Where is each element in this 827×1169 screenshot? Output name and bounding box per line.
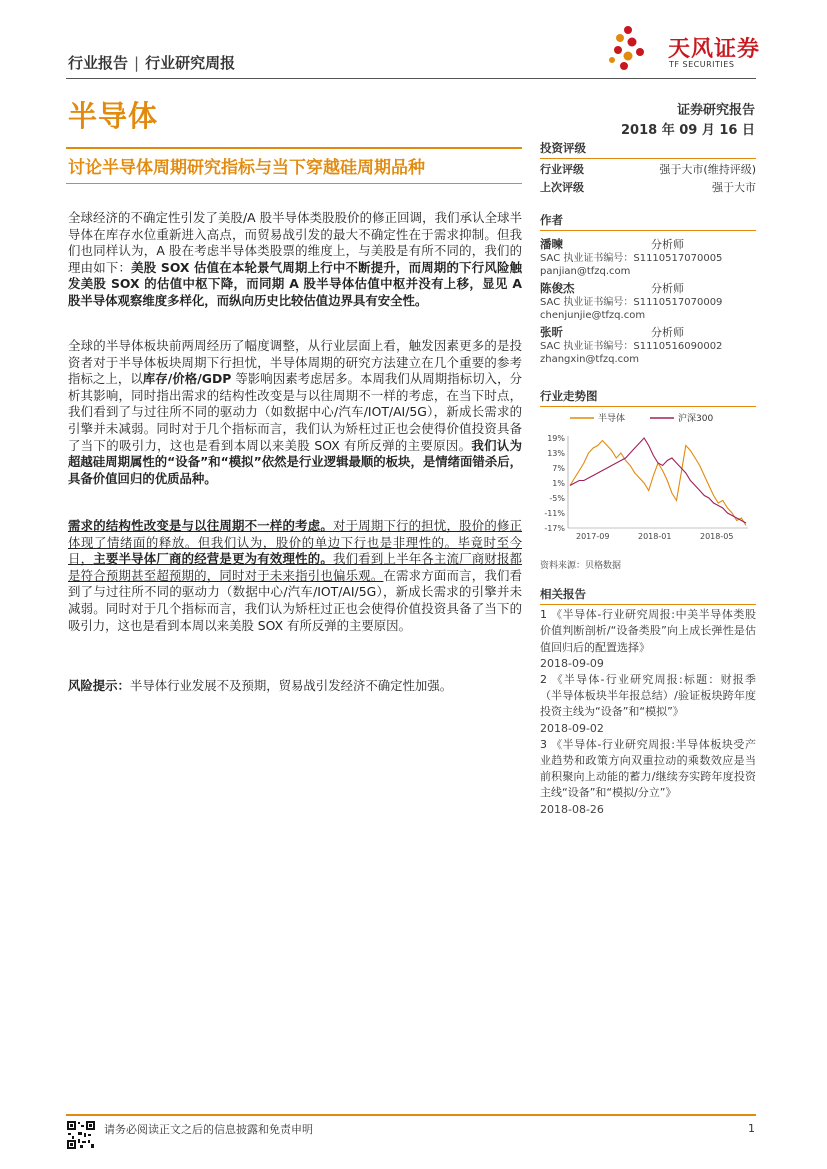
authors-heading: 作者 [540, 212, 756, 231]
risk-label: 风险提示： [68, 678, 130, 693]
title-rule-bottom [66, 183, 522, 184]
y-tick-label: -11% [544, 509, 565, 518]
header-rule [66, 78, 756, 79]
logo-dot-5 [624, 52, 633, 61]
report-title: 讨论半导体周期研究指标与当下穿越硅周期品种 [68, 158, 425, 178]
rating-value: 强于大市(维持评级) [659, 163, 756, 176]
rating-row [540, 179, 756, 197]
y-tick-label: -5% [549, 494, 565, 503]
authors-panel [540, 212, 756, 366]
author-role: 分析师 [651, 282, 684, 295]
related-title[interactable]: 3 《半导体-行业研究周报:半导体板块受产业趋势和政策方向双重拉动的乘数效应是当前积聚向上动能的蓄力/继续夯实跨年度投资主线“设备”和“模拟/分立”》 [540, 737, 756, 800]
paragraph-2 [68, 338, 522, 487]
category-separator: | [134, 54, 140, 72]
author-block [540, 237, 756, 278]
p1-text: 全球经济的不确定性引发了美股/A 股半导体类股股价的修正回调，我们承认全球半导体在库存水位重新进入高点，而贸易战引发的最大不确定性在于需求抑制。但我们也同样认为，A 股在考虑半导体类股票的维度上，与美股是有所不同的，我们的理由如下： [68, 210, 522, 275]
report-type: 证券研究报告 [676, 103, 755, 118]
logo-dot-2 [616, 34, 624, 42]
author-block [540, 281, 756, 322]
p1-bold: 美股 SOX 估值在本轮景气周期上行中不断提升，而周期的下行风险触发美股 SOX 的估值中枢下降，而同期 A 股半导体估值中枢并没有上移，显见 A 股半导体观察维度多样化，而纵向历史比较估值边界具有安全性。 [68, 259, 523, 308]
x-tick-label: 2018-05 [700, 532, 734, 541]
related-item[interactable] [540, 607, 756, 672]
x-tick-label: 2017-09 [576, 532, 610, 541]
sector-title: 半导体 [68, 99, 159, 133]
related-date: 2018-09-09 [540, 656, 604, 670]
author-cert: SAC 执业证书编号：S1110516090002 [540, 341, 723, 352]
category-label: 行业报告 [68, 54, 129, 72]
author-email[interactable]: chenjunjie@tfzq.com [540, 310, 646, 321]
author-cert: SAC 执业证书编号：S1110517070009 [540, 297, 723, 308]
p3-text-f: 在需求方面而言，我们看到了与过往所不同的驱动力（数据中心/汽车/IOT/AI/5G），新成长需求的引擎并未减弱。同时对于几个指标而言，我们认为矫枉过正也会使得价值投资具备了当下的吸引力，这也是看到本周以来美股 SOX 有所反弹的主要原因。 [68, 567, 523, 633]
y-tick-label: 19% [547, 434, 565, 443]
paragraph-3 [68, 518, 522, 634]
logo-name: 天风证券 [668, 37, 761, 62]
p3-underline-1: 对于周期下行的担忧，股价的修正体现了情绪面的释放。但我们认为，股价的单边下行也是非理性的。 [68, 518, 523, 550]
logo-dot-6 [636, 48, 644, 56]
related-item[interactable] [540, 737, 756, 818]
p2-text-a: 全球的半导体板块前两周经历了幅度调整，从行业层面上看，触发因素更多的是投资者对于半导体板块周期下行担忧，半导体周期的研究方法建立在几个重要的参考指标之上，以 [68, 338, 522, 387]
y-tick-label: 13% [547, 449, 565, 458]
report-date: 2018 年 09 月 16 日 [621, 123, 755, 138]
report-category [68, 52, 235, 73]
author-role: 分析师 [651, 326, 684, 339]
related-date: 2018-08-26 [540, 802, 604, 816]
title-rule-top [66, 147, 522, 149]
chart-source: 资料来源：贝格数据 [540, 561, 622, 571]
footer-disclaimer: 请务必阅读正文之后的信息披露和免责申明 [104, 1123, 313, 1136]
rating-value: 强于大市 [712, 181, 756, 194]
trend-heading: 行业走势图 [540, 388, 756, 407]
trend-panel [540, 388, 756, 407]
related-heading: 相关报告 [540, 586, 756, 605]
trend-chart [540, 406, 756, 556]
risk-text: 半导体行业发展不及预期，贸易战引发经济不确定性加强。 [129, 678, 453, 693]
logo-subtitle: TF SECURITIES [669, 60, 735, 69]
risk-warning [68, 678, 522, 695]
logo-dot-4 [614, 46, 622, 54]
author-name: 潘暕 [540, 237, 563, 251]
author-role: 分析师 [651, 238, 684, 251]
rating-heading: 投资评级 [540, 140, 756, 159]
paragraph-1 [68, 210, 522, 310]
author-email[interactable]: zhangxin@tfzq.com [540, 354, 640, 365]
page-number: 1 [748, 1122, 755, 1135]
related-panel [540, 586, 756, 818]
author-cert: SAC 执业证书编号：S1110517070005 [540, 253, 723, 264]
related-title[interactable]: 2 《半导体-行业研究周报:标题：财报季（半导体板块半年报总结）/验证板块跨年度投资主线为“设备”和“模拟”》 [540, 673, 756, 719]
legend-label: 半导体 [598, 414, 626, 424]
p3-bold-underline: 主要半导体厂商的经营是更为有效理性的。 [93, 551, 333, 567]
p3-underline-3: 我们看到上半年各主流厂商财报都是符合预期甚至超预期的，同时对于未来指引也偏乐观。 [68, 551, 523, 583]
author-name: 张昕 [540, 325, 563, 339]
y-tick-label: 7% [552, 464, 565, 473]
rating-panel [540, 140, 756, 197]
author-block [540, 325, 756, 366]
rating-key: 上次评级 [540, 181, 584, 194]
rating-key: 行业评级 [540, 163, 584, 176]
qr-code-icon [66, 1120, 96, 1150]
logo-dot-8 [609, 57, 615, 63]
p2-bold-metrics: 库存/价格/GDP [142, 371, 232, 387]
p3-underline-2: 毕竟时至今日， [68, 534, 523, 567]
author-name: 陈俊杰 [540, 281, 575, 295]
p2-text-c: 等影响因素考虑居多。本周我们从周期指标切入，分析其影响，同时指出需求的结构性改变是与以往周期不一样的考虑，在当下时点，我们看到了与过往所不同的驱动力（如数据中心/汽车/IOT/AI/5G），新成长需求的引擎并未减弱。同时对于几个指标而言，我们认为矫枉过正也会使得价值投资具备了当下的吸引力，这也是看到本周以来美股 SOX 有所反弹的主要原因。 [68, 371, 522, 453]
p2-bold-conclusion: 我们认为超越硅周期属性的“设备”和“模拟”依然是行业逻辑最顺的板块，是情绪面错杀后，具备价值回归的优质品种。 [68, 437, 522, 486]
logo-dot-7 [620, 62, 628, 70]
footer-rule [66, 1114, 756, 1116]
series-line [570, 438, 746, 523]
subcategory-label: 行业研究周报 [145, 54, 236, 72]
author-email[interactable]: panjian@tfzq.com [540, 266, 631, 277]
related-title[interactable]: 1 《半导体-行业研究周报:中美半导体类股价值判断剖析/“设备类股”向上成长弹性是估值回归后的配置选择》 [540, 608, 756, 654]
rating-row [540, 161, 756, 179]
series-line [570, 441, 746, 526]
y-tick-label: -17% [544, 524, 565, 533]
legend-label: 沪深300 [678, 414, 714, 424]
related-item[interactable] [540, 672, 756, 737]
x-tick-label: 2018-01 [638, 532, 672, 541]
p3-bold-lead: 需求的结构性改变是与以往周期不一样的考虑。 [68, 518, 333, 533]
logo-dot-3 [628, 38, 637, 47]
related-date: 2018-09-02 [540, 721, 604, 735]
logo-dot-1 [624, 26, 632, 34]
y-tick-label: 1% [552, 479, 565, 488]
